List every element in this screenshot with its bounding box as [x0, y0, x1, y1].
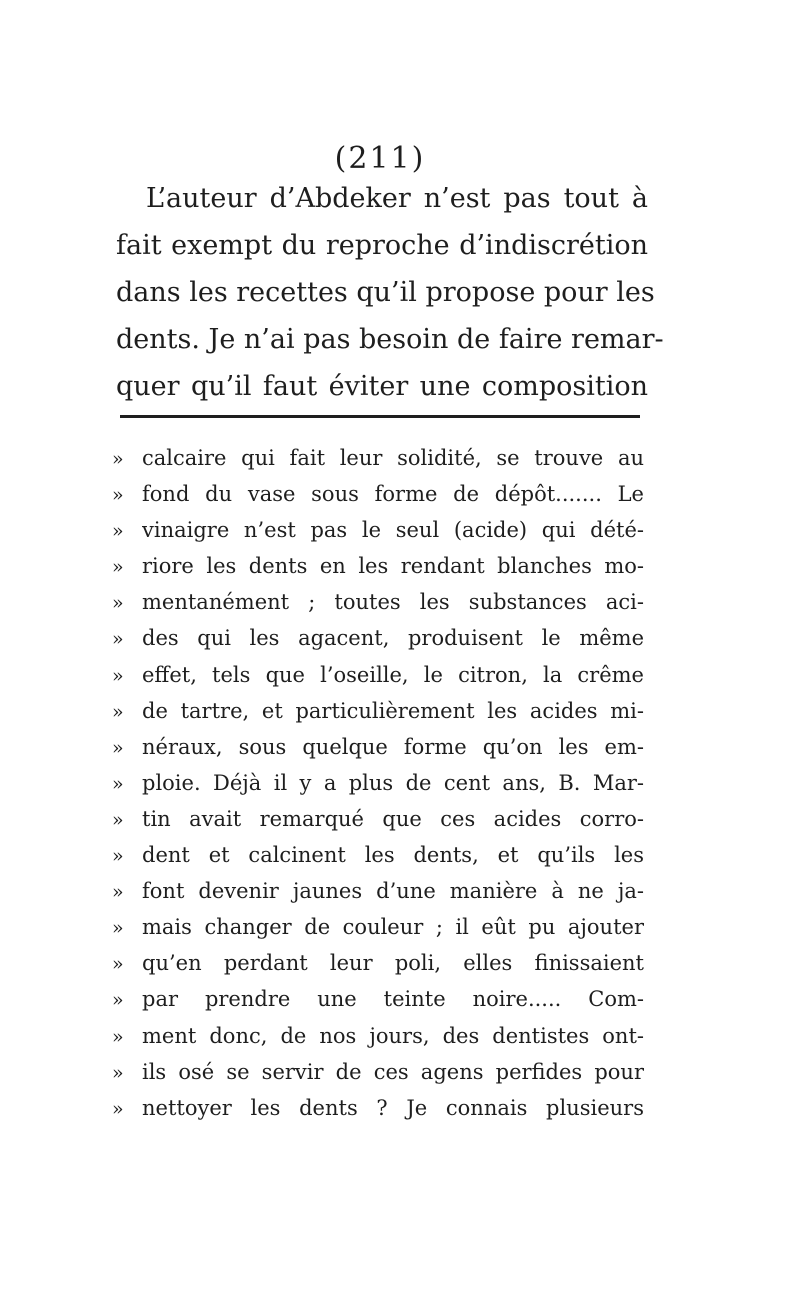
footnote-line-text: tin avait remarqué que ces acides corro-: [142, 806, 644, 831]
footnote-line-text: nettoyer les dents ? Je connais plusieurs: [142, 1095, 644, 1120]
main-paragraph: [116, 175, 664, 410]
quote-mark: »: [112, 628, 124, 651]
quote-mark: »: [112, 664, 124, 687]
quote-mark: »: [112, 700, 124, 723]
footnote-line: [112, 440, 644, 476]
footnote-line: [112, 801, 644, 837]
main-line: dents. Je n’ai pas besoin de faire remar-: [116, 324, 664, 355]
quote-mark: »: [112, 1025, 124, 1048]
footnote-line: [112, 620, 644, 656]
quote-mark: »: [112, 845, 124, 868]
quote-mark: »: [112, 953, 124, 976]
footnote-line: [112, 981, 644, 1017]
footnote-line: [112, 765, 644, 801]
footnote-line: [112, 476, 644, 512]
footnote-line-text: riore les dents en les rendant blanches mo-: [142, 554, 644, 579]
page-number: (211): [334, 141, 426, 176]
main-line: dans les recettes qu’il propose pour les: [116, 277, 655, 308]
main-line: L’auteur d’Abdeker n’est pas tout à: [146, 183, 648, 214]
footnote-line-text: ploie. Déjà il y a plus de cent ans, B. Mar-: [142, 770, 644, 795]
quote-mark: »: [112, 772, 124, 795]
footnote-line: [112, 1090, 644, 1126]
quote-mark: »: [112, 808, 124, 831]
quote-mark: »: [112, 592, 124, 615]
footnote-line-text: calcaire qui fait leur solidité, se trouve au: [142, 446, 644, 470]
footnote-line: [112, 729, 644, 765]
quote-mark: »: [112, 484, 124, 507]
footnote-line: [112, 657, 644, 693]
main-line: quer qu’il faut éviter une composition: [116, 371, 648, 402]
footnote-line-text: néraux, sous quelque forme qu’on les em-: [142, 734, 644, 759]
main-line: fait exempt du reproche d’indiscrétion: [116, 230, 648, 261]
footnote-line: [112, 548, 644, 584]
footnote-line-text: de tartre, et particulièrement les acides mi-: [142, 698, 644, 723]
footnote-line-text: mentanément ; toutes les substances aci-: [142, 590, 644, 615]
footnote-line: [112, 909, 644, 945]
footnote-line: [112, 945, 644, 981]
footnote-line-text: font devenir jaunes d’une manière à ne ja-: [142, 879, 644, 904]
footnote-line: [112, 693, 644, 729]
footnote-line-text: dent et calcinent les dents, et qu’ils les: [142, 843, 644, 868]
quote-mark: »: [112, 736, 124, 759]
footnote-line-text: ment donc, de nos jours, des dentistes ont-: [142, 1023, 644, 1048]
footnote-line-text: par prendre une teinte noire..... Com-: [142, 987, 644, 1012]
footnote-line-text: vinaigre n’est pas le seul (acide) qui dété-: [142, 518, 644, 543]
footnote-line-text: effet, tels que l’oseille, le citron, la crême: [142, 662, 644, 687]
footnote-line-text: ils osé se servir de ces agens perfides pour: [142, 1059, 644, 1084]
footnote-line: [112, 1018, 644, 1054]
footnote-rule: [120, 415, 640, 418]
footnote-line-text: mais changer de couleur ; il eût pu ajouter: [142, 915, 644, 940]
quote-mark: »: [112, 520, 124, 543]
footnote-line-text: fond du vase sous forme de dépôt....... Le: [142, 482, 644, 507]
footnote-line-text: qu’en perdant leur poli, elles finissaient: [142, 951, 644, 976]
footnote-line: [112, 837, 644, 873]
footnote-line: [112, 1054, 644, 1090]
quote-mark: »: [112, 917, 124, 940]
footnote-quote-block: [112, 440, 644, 1126]
quote-mark: »: [112, 1097, 124, 1120]
quote-mark: »: [112, 881, 124, 904]
quote-mark: »: [112, 989, 124, 1012]
quote-mark: »: [112, 1061, 124, 1084]
footnote-line: [112, 873, 644, 909]
quote-mark: »: [112, 556, 124, 579]
quote-mark: »: [112, 448, 124, 470]
footnote-line-text: des qui les agacent, produisent le même: [142, 626, 644, 651]
footnote-line: [112, 512, 644, 548]
footnote-line: [112, 584, 644, 620]
